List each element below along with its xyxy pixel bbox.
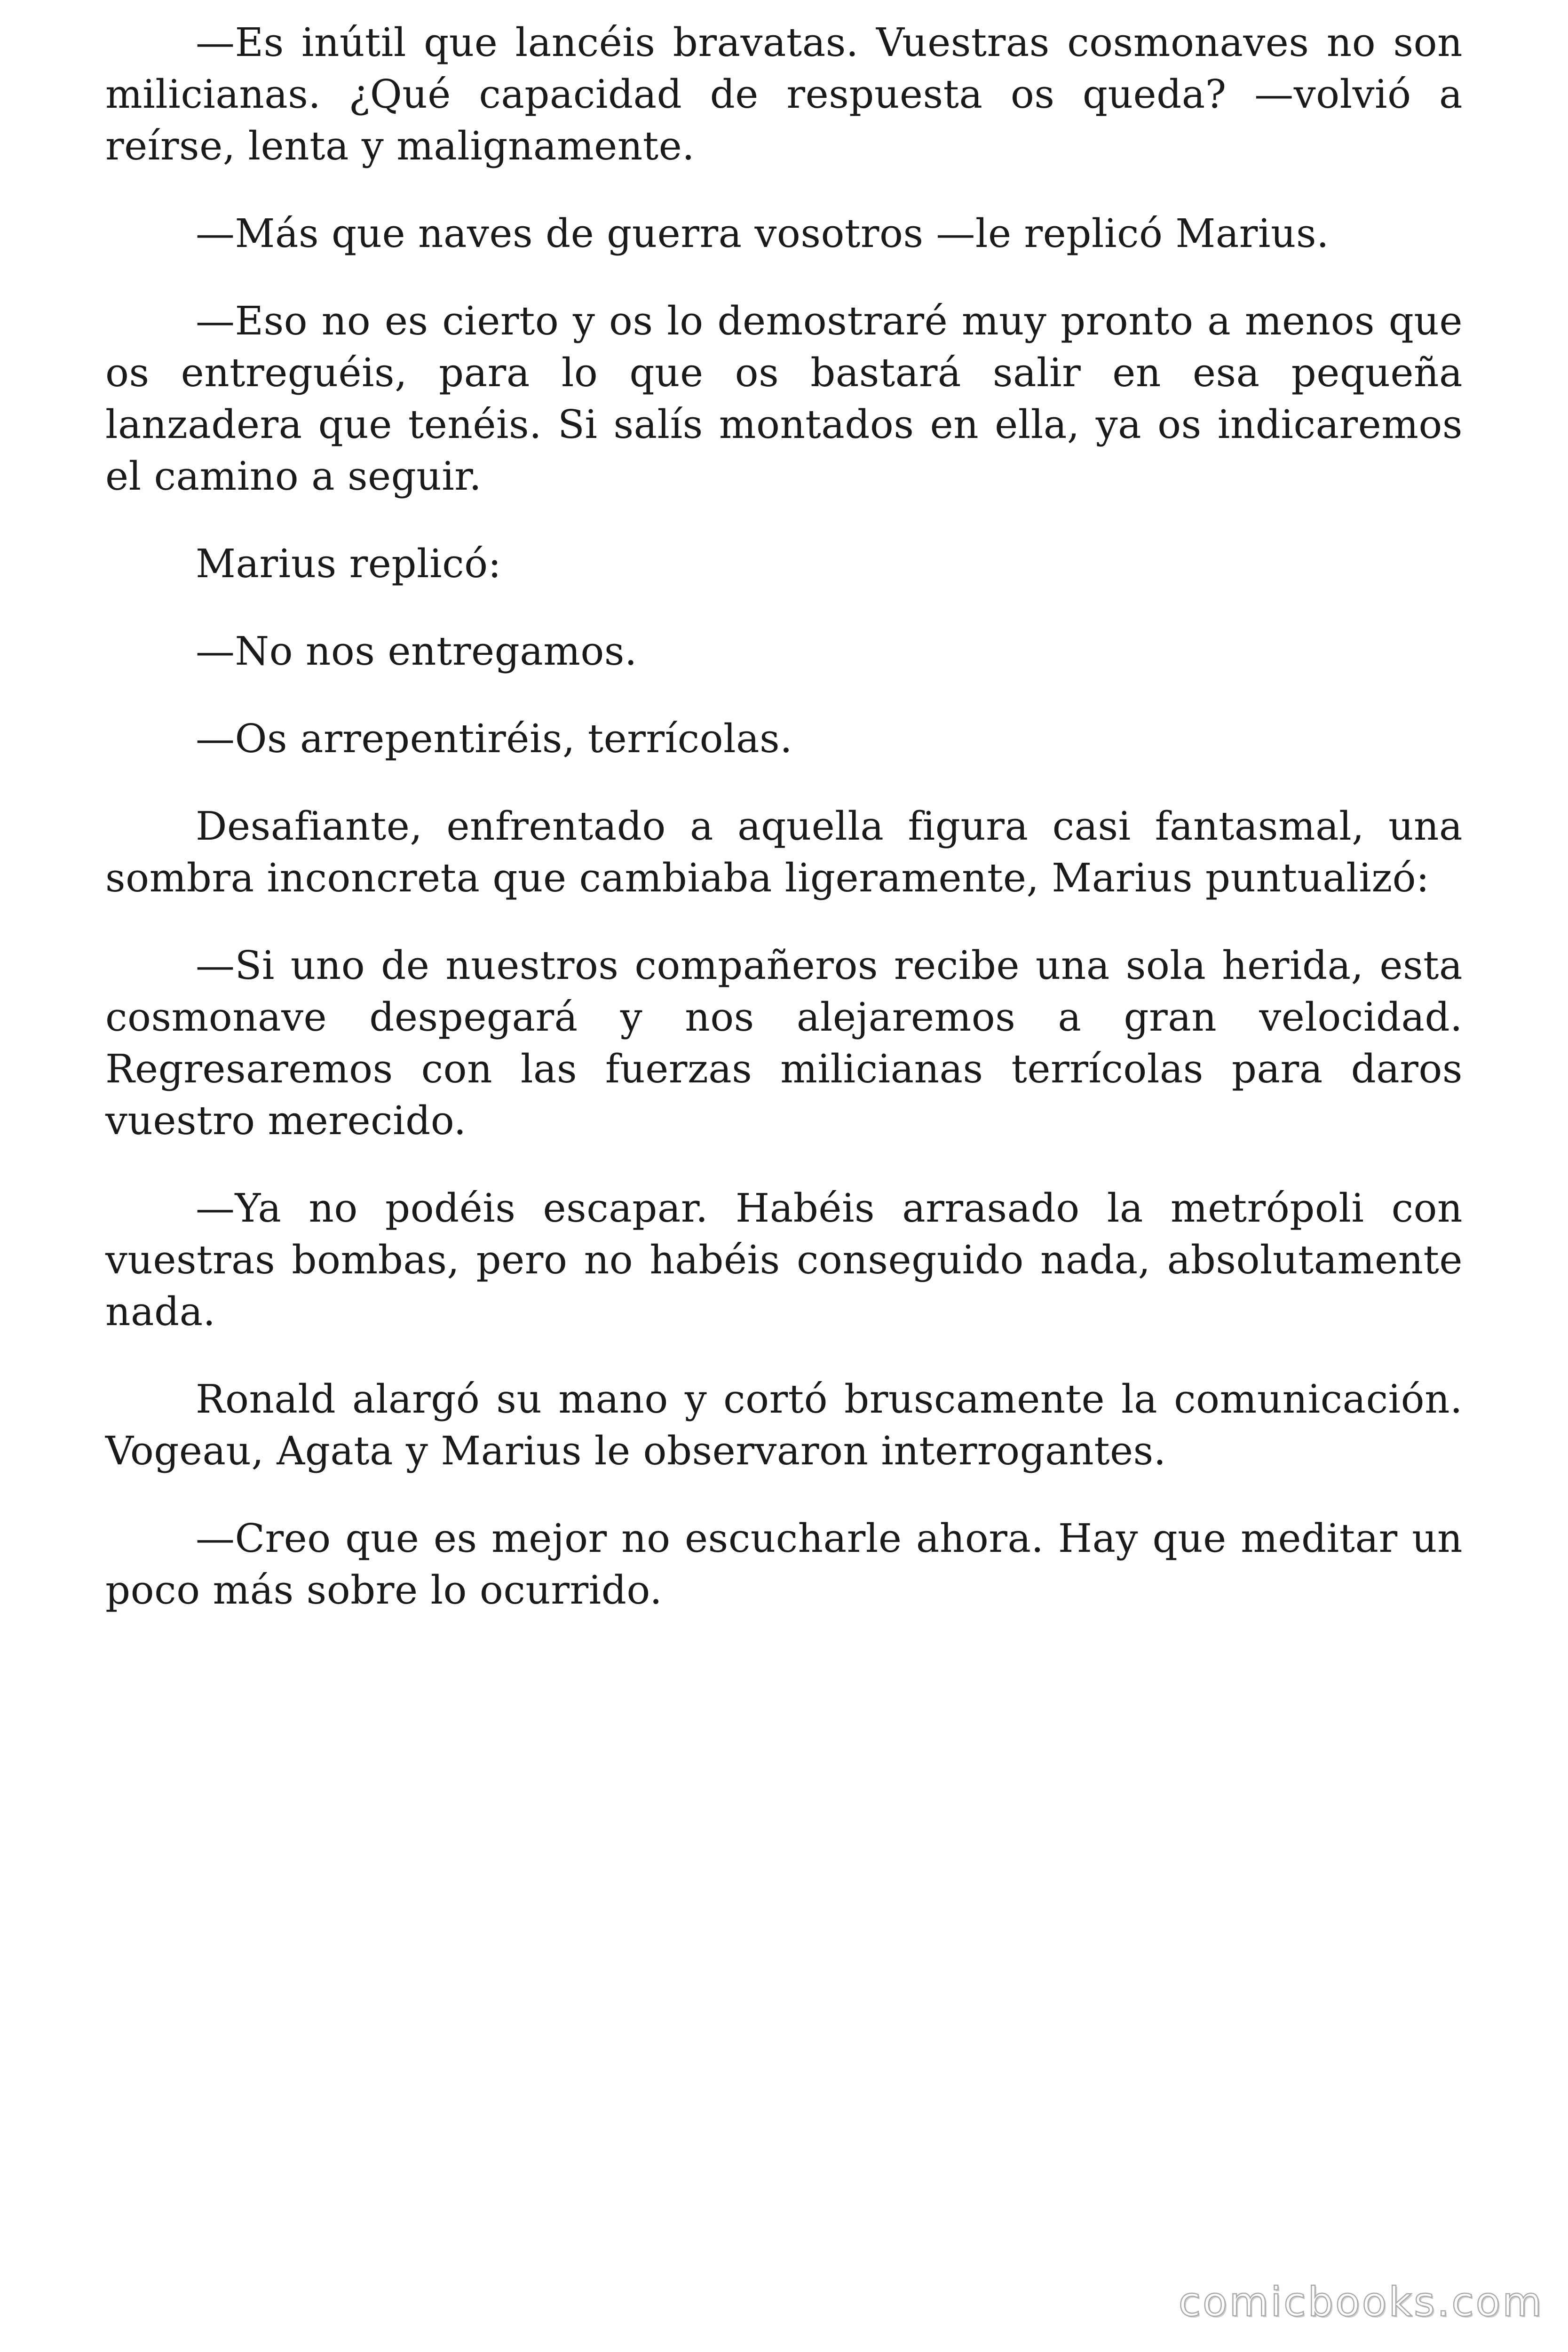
paragraph: Ronald alargó su mano y cortó bruscamente la comunicación. Vogeau, Agata y Marius le observaron interrogantes. <box>105 1376 1463 1474</box>
paragraph: —Es inútil que lancéis bravatas. Vuestras cosmonaves no son milicianas. ¿Qué capacidad de respuesta os queda? —volvió a reírse, lenta y malignamente. <box>105 20 1463 169</box>
paragraph: —Creo que es mejor no escucharle ahora. Hay que meditar un poco más sobre lo ocurrido. <box>105 1516 1463 1613</box>
paragraph: —Os arrepentiréis, terrícolas. <box>196 716 793 762</box>
paragraph: —Eso no es cierto y os lo demostraré muy pronto a menos que os entreguéis, para lo que os bastará salir en esa pequeña lanzadera que tenéis. Si salís montados en ella, ya os indicaremos el camino a seguir. <box>105 298 1463 499</box>
page-body <box>105 17 1463 1652</box>
paragraph: —Si uno de nuestros compañeros recibe una sola herida, esta cosmonave despegará y nos alejaremos a gran velocidad. Regresaremos con las fuerzas milicianas terrícolas para daros vuestro merecido. <box>105 943 1463 1144</box>
paragraph: Marius replicó: <box>196 541 502 587</box>
paragraph: —Ya no podéis escapar. Habéis arrasado la metrópoli con vuestras bombas, pero no habéis conseguido nada, absolutamente nada. <box>105 1185 1463 1335</box>
watermark: comicbooks.com <box>1178 2279 1544 2326</box>
paragraph: —No nos entregamos. <box>196 628 637 674</box>
paragraph: —Más que naves de guerra vosotros —le replicó Marius. <box>196 211 1329 256</box>
paragraph: Desafiante, enfrentado a aquella figura casi fantasmal, una sombra inconcreta que cambiaba ligeramente, Marius puntualizó: <box>105 803 1463 901</box>
